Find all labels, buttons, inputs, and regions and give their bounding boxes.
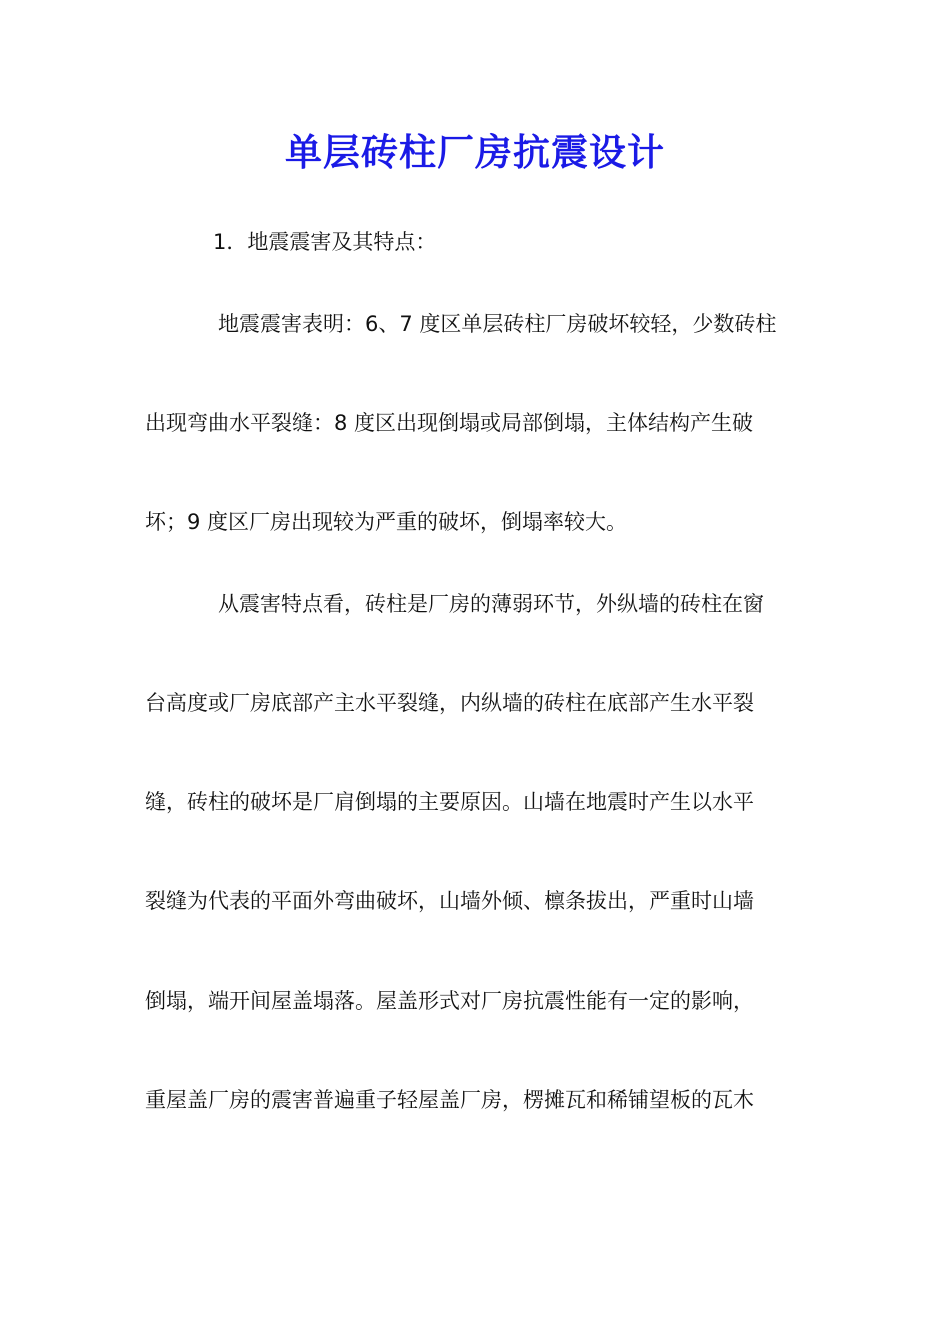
document-title: 单层砖柱厂房抗震设计	[285, 130, 665, 174]
paragraph-line: 地震震害表明：6、7 度区单层砖柱厂房破坏较轻，少数砖柱	[218, 312, 777, 336]
paragraph-line: 裂缝为代表的平面外弯曲破坏，山墙外倾、檩条拔出，严重时山墙	[145, 889, 754, 913]
section-heading: 1．地震震害及其特点：	[213, 230, 437, 254]
paragraph-line: 从震害特点看，砖柱是厂房的薄弱环节，外纵墙的砖柱在窗	[218, 592, 764, 616]
paragraph-line: 倒塌，端开间屋盖塌落。屋盖形式对厂房抗震性能有一定的影响，	[145, 989, 754, 1013]
paragraph-line: 台高度或厂房底部产主水平裂缝，内纵墙的砖柱在底部产生水平裂	[145, 691, 754, 715]
paragraph-line: 坏；9 度区厂房出现较为严重的破坏，倒塌率较大。	[145, 510, 628, 534]
paragraph-line: 出现弯曲水平裂缝：8 度区出现倒塌或局部倒塌，主体结构产生破	[145, 411, 754, 435]
paragraph-line: 重屋盖厂房的震害普遍重子轻屋盖厂房，楞摊瓦和稀铺望板的瓦木	[145, 1088, 754, 1112]
paragraph-line: 缝，砖柱的破坏是厂肩倒塌的主要原因。山墙在地震时产生以水平	[145, 790, 754, 814]
